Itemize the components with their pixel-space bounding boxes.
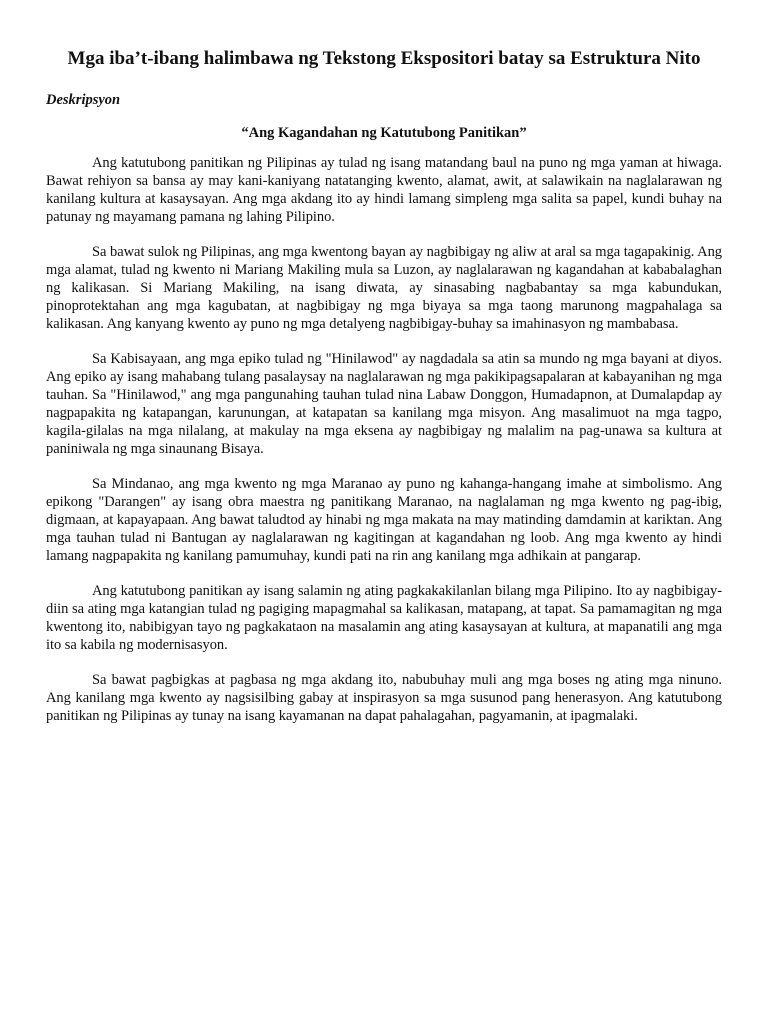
essay-title: “Ang Kagandahan ng Katutubong Panitikan” (241, 125, 527, 141)
paragraph-4: Sa Mindanao, ang mga kwento ng mga Maranao ay puno ng kahanga-hangang imahe at simbolismo. Ang epikong "Darangen" ay isang obra maestra ng panitikang Maranao, na naglalaman ng mga kwento ng pag-ibig, digmaan, at kapayapaan. Ang bawat taludtod ay hinabi ng mga makata na may matinding damdamin at kariktan. Ang mga tauhan tulad ni Bantugan ay naglalarawan ng kagitingan at kagandahan ng loob. Ang mga kwento ay hindi lamang nagpapakita ng kanilang pamumuhay, kundi pati na rin ang kanilang mga adhikain at pangarap. (46, 476, 722, 564)
document-title: Mga iba’t-ibang halimbawa ng Tekstong Ekspositori batay sa Estruktura Nito (67, 48, 701, 69)
paragraph-5: Ang katutubong panitikan ay isang salamin ng ating pagkakakilanlan bilang mga Pilipino. Ito ay nagbibigay-diin sa ating mga katangian tulad ng pagiging mapagmahal sa kalikasan, matapang, at tapat. Sa pamamagitan ng mga kwentong ito, nabibigyan tayo ng pagkakataon na masalamin ang ating kasaysayan at kultura, at mapanatili ang mga ito sa kabila ng modernisasyon. (46, 583, 722, 653)
section-label: Deskripsyon (46, 92, 121, 108)
paragraph-1: Ang katutubong panitikan ng Pilipinas ay tulad ng isang matandang baul na puno ng mga yaman at hiwaga. Bawat rehiyon sa bansa ay may kani-kaniyang natatanging kwento, alamat, awit, at salawikain na naglalarawan ng kanilang kultura at kasaysayan. Ang mga akdang ito ay hindi lamang simpleng mga salita sa papel, kundi buhay na patunay ng mayamang pamana ng lahing Pilipino. (46, 155, 722, 225)
paragraph-2: Sa bawat sulok ng Pilipinas, ang mga kwentong bayan ay nagbibigay ng aliw at aral sa mga tagapakinig. Ang mga alamat, tulad ng kwento ni Mariang Makiling mula sa Luzon, ay naglalarawan ng kagandahan at kababalaghan ng kalikasan. Si Mariang Makiling, na isang diwata, ay sinasabing nagbabantay sa mga kabundukan, pinoprotektahan ang mga kagubatan, at nagbibigay ng mga biyaya sa mga taong marunong magpahalaga sa kalikasan. Ang kanyang kwento ay puno ng mga detalyeng nagbibigay-buhay sa imahinasyon ng mambabasa. (46, 244, 722, 332)
paragraph-6: Sa bawat pagbigkas at pagbasa ng mga akdang ito, nabubuhay muli ang mga boses ng ating mga ninuno. Ang kanilang mga kwento ay nagsisilbing gabay at inspirasyon sa mga susunod pang henerasyon. Ang katutubong panitikan ng Pilipinas ay tunay na isang kayamanan na dapat pahalagahan, pagyamanin, at ipagmalaki. (46, 672, 722, 724)
paragraph-3: Sa Kabisayaan, ang mga epiko tulad ng "Hinilawod" ay nagdadala sa atin sa mundo ng mga bayani at diyos. Ang epiko ay isang mahabang tulang pasalaysay na naglalarawan ng mga pakikipagsapalaran at kabayanihan ng mga tauhan. Sa "Hinilawod," ang mga pangunahing tauhan tulad nina Labaw Donggon, Humadapnon, at Dumalapdap ay nagpapakita ng katapangan, karunungan, at katapatan sa kanilang mga misyon. Ang masalimuot na mga tagpo, kagila-gilalas na mga nilalang, at makulay na mga eksena ay nagbibigay ng malalim na pag-unawa sa kultura at paniniwala ng mga sinaunang Bisaya. (46, 351, 722, 457)
